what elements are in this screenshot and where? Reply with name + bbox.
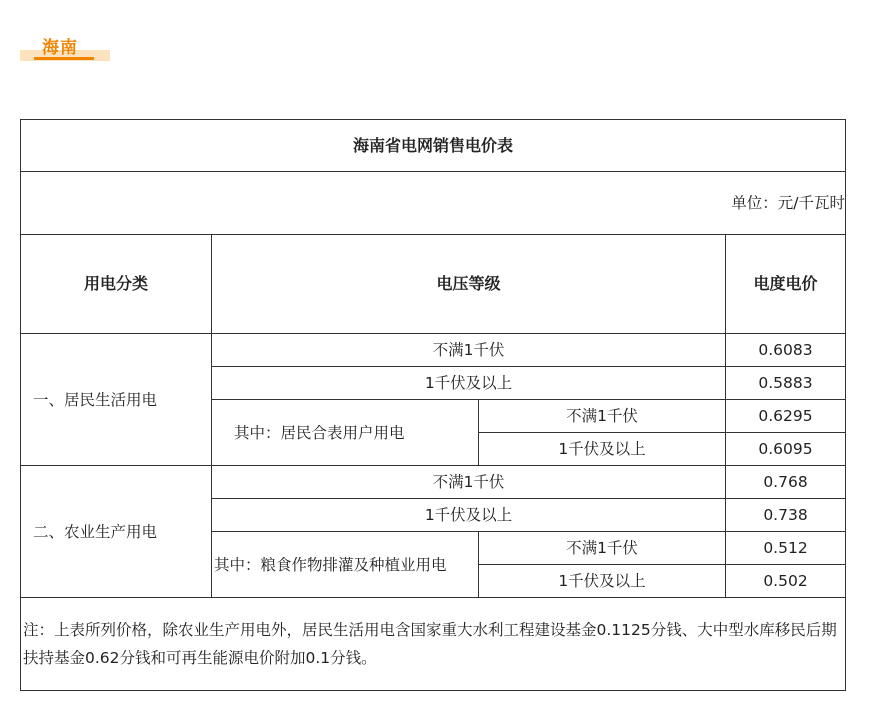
price-cell: 0.768	[726, 466, 846, 499]
electricity-price-table	[20, 119, 846, 691]
category-residential: 一、居民生活用电	[21, 334, 212, 466]
voltage-cell: 1千伏及以上	[479, 565, 726, 598]
table-title: 海南省电网销售电价表	[21, 120, 846, 172]
table-row	[21, 334, 846, 367]
subcategory-residential-shared-meter: 其中：居民合表用户用电	[212, 400, 479, 466]
table-note: 注：上表所列价格，除农业生产用电外，居民生活用电含国家重大水利工程建设基金0.1125分钱、大中型水库移民后期扶持基金0.62分钱和可再生能源电价附加0.1分钱。	[21, 598, 846, 691]
price-cell: 0.6295	[726, 400, 846, 433]
voltage-cell: 1千伏及以上	[479, 433, 726, 466]
header-price: 电度电价	[726, 235, 846, 334]
voltage-cell: 不满1千伏	[479, 532, 726, 565]
unit-label: 单位：元/千瓦时	[21, 172, 846, 235]
header-category: 用电分类	[21, 235, 212, 334]
price-cell: 0.6095	[726, 433, 846, 466]
price-cell: 0.502	[726, 565, 846, 598]
region-tag	[20, 33, 110, 63]
subcategory-grain-irrigation: 其中：粮食作物排灌及种植业用电	[212, 532, 479, 598]
voltage-cell: 不满1千伏	[212, 466, 726, 499]
voltage-cell: 1千伏及以上	[212, 499, 726, 532]
price-cell: 0.5883	[726, 367, 846, 400]
voltage-cell: 不满1千伏	[212, 334, 726, 367]
price-cell: 0.6083	[726, 334, 846, 367]
voltage-cell: 1千伏及以上	[212, 367, 726, 400]
table-row	[21, 466, 846, 499]
header-voltage: 电压等级	[212, 235, 726, 334]
price-cell: 0.512	[726, 532, 846, 565]
region-tag-label: 海南	[42, 38, 78, 58]
category-agricultural: 二、农业生产用电	[21, 466, 212, 598]
price-cell: 0.738	[726, 499, 846, 532]
voltage-cell: 不满1千伏	[479, 400, 726, 433]
